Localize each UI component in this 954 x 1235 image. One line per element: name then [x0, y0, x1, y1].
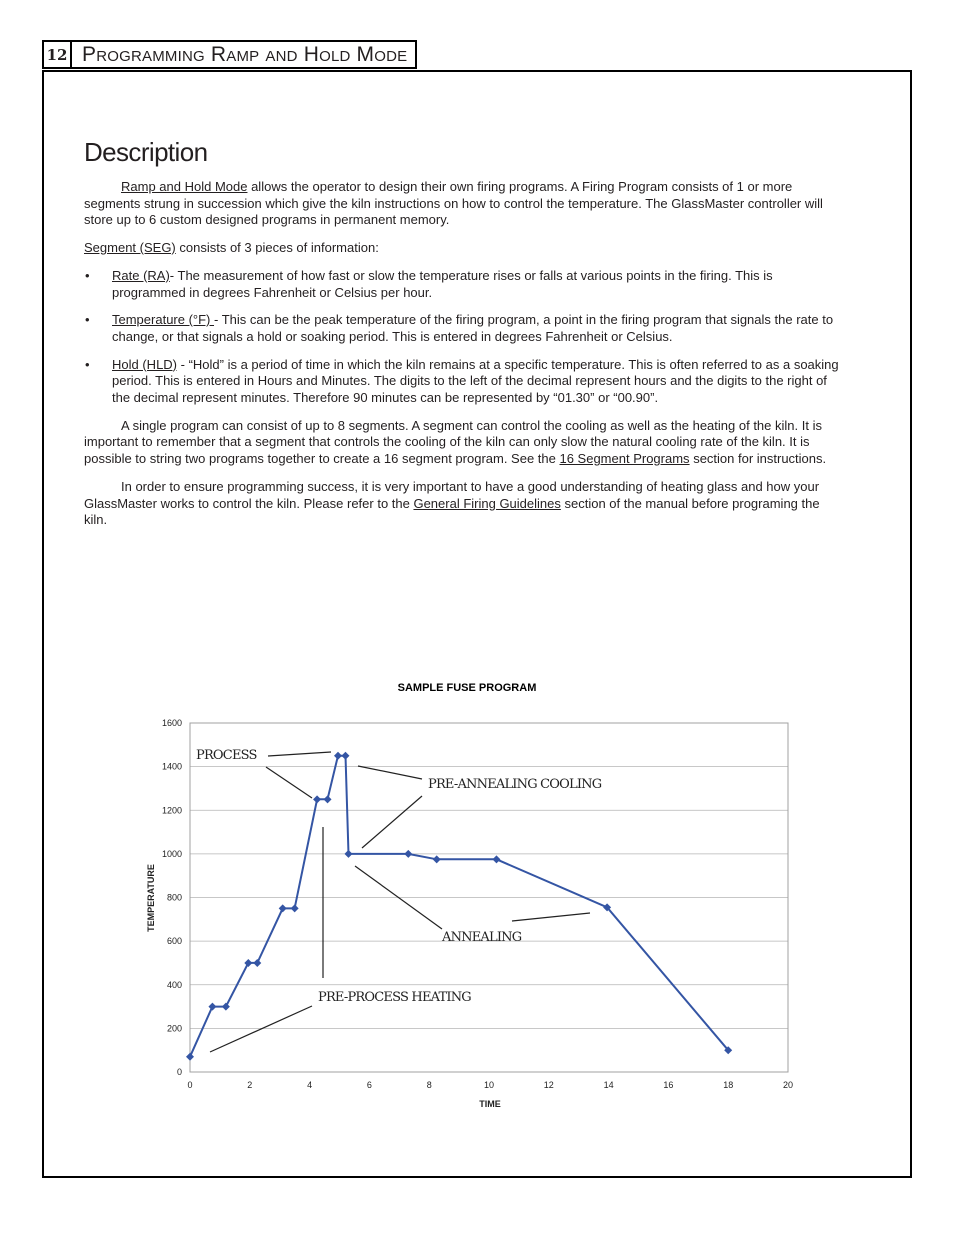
process-annotation: PROCESS [196, 748, 257, 763]
bullet-marker: • [85, 312, 90, 328]
x-tick-label: 10 [483, 1080, 495, 1090]
data-point [404, 850, 412, 858]
page-header [42, 40, 417, 69]
x-tick-label: 0 [187, 1080, 193, 1090]
rate-term: Rate (RA) [112, 267, 170, 283]
rate-text: - The measurement of how fast or slow the temperature rises or falls at various points in the firing. This is programmed in degrees Fahrenheit or Celsius per hour. [112, 267, 773, 300]
data-point [253, 959, 261, 967]
data-point [222, 1003, 230, 1011]
y-tick-label: 800 [166, 892, 182, 903]
x-tick-label: 18 [723, 1080, 734, 1090]
x-tick-label: 14 [603, 1080, 614, 1090]
pre-annealing-leader [362, 796, 422, 848]
y-tick-label: 1400 [161, 761, 182, 772]
pre-process-heating-annotation: PRE-PROCESS HEATING [318, 990, 471, 1005]
pre-annealing-leader [358, 766, 422, 779]
x-tick-label: 6 [366, 1080, 372, 1090]
intro-text: allows the operator to design their own firing programs. A Firing Program consists of 1 or more segments strung in succession which give the kiln instructions on how to control the temperature. The GlassMaster controller will store up to 6 custom designed programs in permanent memory. [84, 179, 823, 228]
description-section [84, 136, 844, 540]
data-point [186, 1053, 194, 1061]
process-leader [266, 767, 312, 798]
process-leader [268, 752, 331, 756]
x-tick-label: 2 [247, 1080, 253, 1090]
x-tick-label: 8 [426, 1080, 432, 1090]
y-tick-label: 400 [166, 979, 182, 990]
data-point [334, 752, 342, 760]
firing-guidelines-link[interactable]: General Firing Guidelines [413, 495, 561, 511]
sixteen-segment-link[interactable]: 16 Segment Programs [559, 451, 690, 467]
programming-success-paragraph [84, 479, 844, 529]
single-program-text: A single program can consist of up to 8 segments. A segment can control the cooling as well as the heating of the kiln. It is important to remember that a segment that controls the cooling of the kiln can only slow the natural cooling rate of the kiln. It is possible to string two programs together to create a 16 segment program. See the [84, 417, 822, 467]
segment-info-list [84, 268, 844, 407]
series-line [190, 756, 728, 1057]
ramp-hold-mode-link[interactable]: Ramp and Hold Mode [121, 179, 248, 194]
chart-svg [140, 670, 820, 1120]
programming-success-text: In order to ensure programming success, it is very important to have a good understanding of heating glass and how your GlassMaster works to control the kiln. Please refer to the [84, 478, 820, 511]
y-tick-label: 200 [166, 1023, 182, 1034]
series-layer [186, 752, 732, 1061]
pre-annealing-cooling-annotation: PRE-ANNEALING COOLING [428, 777, 602, 792]
programming-success-tail: section of the manual before programing the kiln. [84, 495, 820, 528]
data-point [344, 850, 352, 858]
data-point [244, 959, 252, 967]
temperature-text: - This can be the peak temperature of the firing program, a point in the firing program that signals the rate to change, or that signals a hold or soaking period. This is entered in degrees Fahrenheit or Celsius. [112, 312, 834, 344]
data-point [208, 1003, 216, 1011]
segment-paragraph [84, 240, 844, 257]
y-axis-label: TEMPERATURE [146, 864, 156, 932]
y-tick-label: 0 [176, 1067, 182, 1077]
y-tick-label: 1200 [161, 805, 182, 816]
annotation-leaders [210, 752, 590, 1052]
data-point [313, 795, 321, 803]
y-tick-labels [162, 718, 182, 1077]
annealing-leader [512, 913, 590, 921]
data-point [324, 795, 332, 803]
x-tick-label: 12 [543, 1080, 554, 1090]
page-number: 12 [42, 40, 70, 69]
data-point [341, 752, 349, 760]
x-tick-label: 20 [782, 1080, 794, 1090]
description-heading: Description [84, 137, 208, 167]
list-item [84, 312, 844, 345]
chart-title: SAMPLE FUSE PROGRAM [397, 682, 537, 694]
intro-paragraph [84, 179, 844, 229]
sample-fuse-program-chart [140, 670, 820, 1120]
single-program-tail: section for instructions. [693, 451, 827, 467]
hold-term: Hold (HLD) [112, 356, 178, 372]
y-tick-label: 1600 [161, 718, 182, 728]
segment-text: consists of 3 pieces of information: [175, 240, 379, 256]
hold-text: - “Hold” is a period of time in which the kiln remains at a specific temperature. This is often referred to as a soaking period. This is entered in Hours and Minutes. The digits to the left of the decimal represent hours and the digits to the right of the decimal represent minutes. Therefore 90 minutes can be represented by “01.30” or “00.90”. [112, 356, 839, 406]
x-tick-label: 16 [663, 1080, 674, 1090]
x-axis-label: TIME [479, 1099, 501, 1109]
data-point [433, 855, 441, 863]
x-tick-labels [187, 1080, 793, 1090]
section-title: Programming Ramp and Hold Mode [70, 40, 417, 69]
single-program-paragraph [84, 418, 844, 468]
temperature-term: Temperature (°F) [112, 312, 215, 328]
bullet-marker: • [85, 356, 90, 372]
data-point [279, 904, 287, 912]
list-item [84, 268, 844, 301]
segment-term: Segment (SEG) [84, 240, 176, 256]
data-point [291, 904, 299, 912]
chart-grid [190, 767, 788, 1029]
y-tick-label: 1000 [161, 848, 182, 859]
annealing-annotation: ANNEALING [442, 930, 522, 945]
x-tick-label: 4 [307, 1080, 313, 1090]
list-item [84, 357, 844, 407]
y-tick-label: 600 [166, 936, 182, 947]
pre-process-leader [210, 1006, 312, 1052]
data-point [492, 855, 500, 863]
bullet-marker: • [85, 267, 90, 283]
